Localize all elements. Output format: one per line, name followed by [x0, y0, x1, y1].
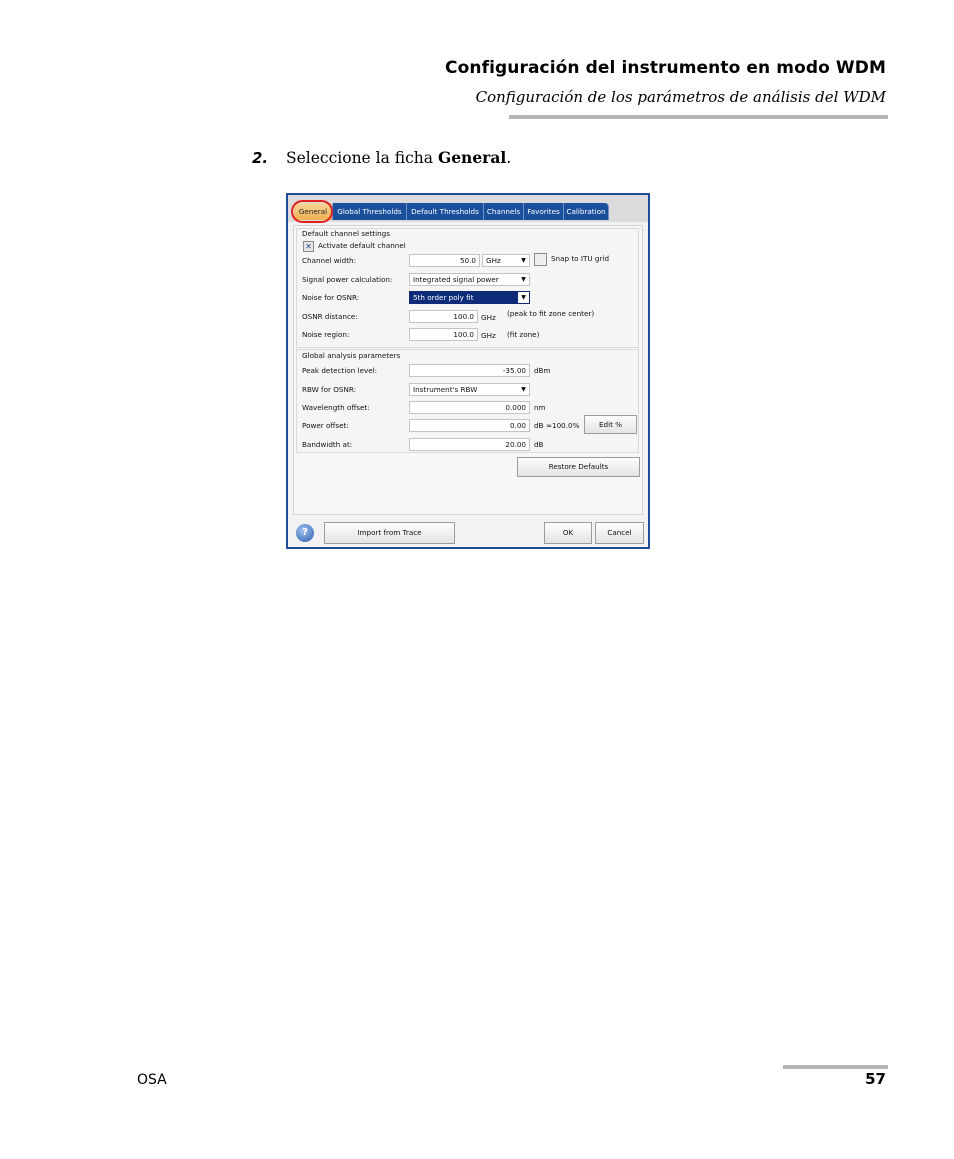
global-analysis-group: [296, 349, 639, 453]
tab-global-thresholds[interactable]: Global Thresholds: [333, 203, 407, 220]
footer-rule: [783, 1065, 888, 1069]
cancel-button[interactable]: Cancel: [595, 522, 644, 544]
chevron-down-icon: ▼: [518, 292, 529, 303]
import-from-trace-button[interactable]: Import from Trace: [324, 522, 455, 544]
default-channel-group: [296, 228, 639, 348]
power-offset-unit: dB: [534, 421, 544, 430]
signal-power-value: Integrated signal power: [413, 275, 499, 284]
step-instruction: [286, 148, 511, 167]
tab-bar: [288, 195, 648, 222]
chevron-down-icon: ▼: [518, 274, 529, 285]
page-number: 57: [865, 1070, 886, 1088]
noise-osnr-label: Noise for OSNR:: [302, 293, 360, 302]
peak-detection-unit: dBm: [534, 366, 551, 375]
channel-width-unit-value: GHz: [486, 256, 501, 265]
signal-power-select[interactable]: [409, 273, 530, 286]
wavelength-offset-label: Wavelength offset:: [302, 403, 370, 412]
osnr-distance-input[interactable]: 100.0: [409, 310, 478, 323]
signal-power-label: Signal power calculation:: [302, 275, 393, 284]
rbw-osnr-select[interactable]: [409, 383, 530, 396]
tab-channels[interactable]: Channels: [484, 203, 524, 220]
power-offset-input[interactable]: 0.00: [409, 419, 530, 432]
page-header-title: Configuración del instrumento en modo WDM: [445, 58, 886, 78]
default-channel-group-title: Default channel settings: [302, 229, 390, 238]
noise-region-label: Noise region:: [302, 330, 350, 339]
step-text-bold: General: [437, 148, 507, 167]
rbw-osnr-value: Instrument's RBW: [413, 385, 478, 394]
activate-default-channel-label: Activate default channel: [318, 241, 406, 250]
bandwidth-label: Bandwidth at:: [302, 440, 353, 449]
wavelength-offset-input[interactable]: 0.000: [409, 401, 530, 414]
noise-osnr-select[interactable]: [409, 291, 530, 304]
osnr-distance-note: (peak to fit zone center): [507, 309, 595, 318]
header-rule: [509, 115, 888, 119]
noise-osnr-value: 5th order poly fit: [413, 293, 474, 302]
analysis-settings-dialog: [286, 193, 650, 549]
power-offset-label: Power offset:: [302, 421, 349, 430]
channel-width-label: Channel width:: [302, 256, 357, 265]
step-text-before: Seleccione la ficha: [286, 149, 438, 167]
snap-itu-grid-label: Snap to ITU grid: [551, 254, 610, 263]
wavelength-offset-unit: nm: [534, 403, 546, 412]
rbw-osnr-label: RBW for OSNR:: [302, 385, 357, 394]
activate-default-channel-checkbox[interactable]: ✕: [303, 241, 314, 252]
peak-detection-input[interactable]: -35.00: [409, 364, 530, 377]
footer-product: OSA: [137, 1072, 167, 1088]
noise-region-unit: GHz: [481, 331, 496, 340]
ok-button[interactable]: OK: [544, 522, 592, 544]
general-tab-panel: [293, 225, 643, 515]
edit-percent-button[interactable]: Edit %: [584, 415, 637, 434]
bandwidth-input[interactable]: 20.00: [409, 438, 530, 451]
tab-calibration[interactable]: Calibration: [564, 203, 609, 220]
channel-width-unit-select[interactable]: [482, 254, 530, 267]
power-offset-percent: ≈100.0%: [546, 421, 580, 430]
bandwidth-unit: dB: [534, 440, 544, 449]
help-icon[interactable]: ?: [296, 524, 314, 542]
snap-itu-grid-checkbox[interactable]: [534, 253, 547, 266]
step-number: 2.: [252, 149, 269, 167]
tab-favorites[interactable]: Favorites: [524, 203, 564, 220]
tab-general[interactable]: General: [294, 203, 333, 220]
global-analysis-group-title: Global analysis parameters: [302, 351, 401, 360]
chevron-down-icon: ▼: [518, 255, 529, 266]
osnr-distance-unit: GHz: [481, 313, 496, 322]
restore-defaults-button[interactable]: Restore Defaults: [517, 457, 640, 477]
tab-default-thresholds[interactable]: Default Thresholds: [407, 203, 484, 220]
noise-region-input[interactable]: 100.0: [409, 328, 478, 341]
channel-width-input[interactable]: 50.0: [409, 254, 480, 267]
peak-detection-label: Peak detection level:: [302, 366, 378, 375]
step-text-after: .: [506, 149, 512, 167]
osnr-distance-label: OSNR distance:: [302, 312, 358, 321]
chevron-down-icon: ▼: [518, 384, 529, 395]
page-header-subtitle: Configuración de los parámetros de análisis del WDM: [475, 88, 886, 106]
highlight-circle: [291, 200, 333, 223]
noise-region-note: (fit zone): [507, 330, 540, 339]
